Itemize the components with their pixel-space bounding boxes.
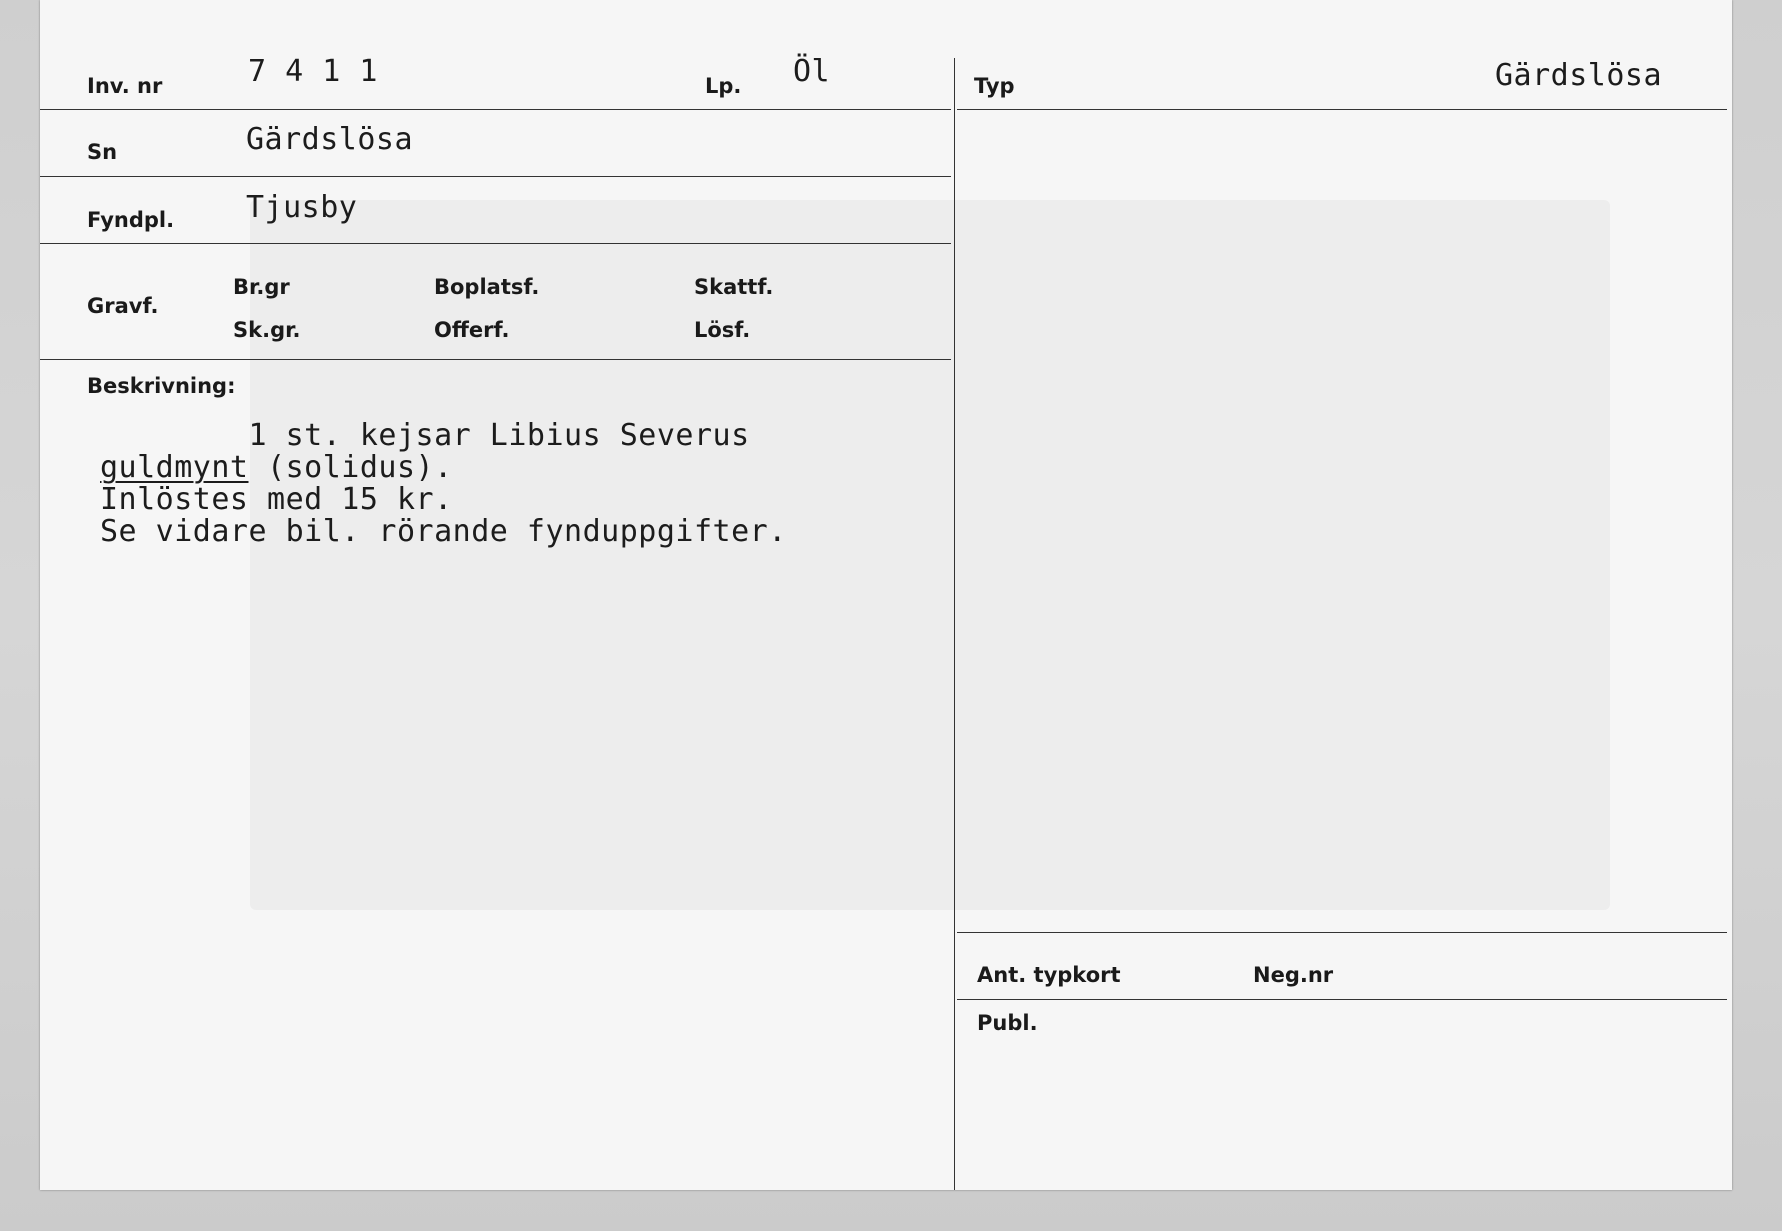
description-line-1: 1 st. kejsar Libius Severus — [100, 418, 750, 453]
sn-label: Sn — [87, 140, 118, 164]
sn-value: Gärdslösa — [246, 122, 414, 157]
gravf-option-boplatsf: Boplatsf. — [434, 275, 540, 299]
divider-row1-right — [957, 109, 1727, 110]
inv-nr-value: 7 4 1 1 — [248, 54, 378, 89]
inv-nr-label: Inv. nr — [87, 74, 163, 98]
gravf-option-br-gr: Br.gr — [233, 275, 290, 299]
underlined-word: guldmynt — [100, 450, 249, 485]
catalog-card — [40, 0, 1732, 1190]
gravf-option-losf: Lösf. — [694, 318, 751, 342]
divider-row3 — [40, 243, 951, 244]
typ-value: Gärdslösa — [1495, 58, 1663, 93]
description-line-3: Inlöstes med 15 kr. — [100, 482, 453, 517]
publ-label: Publ. — [977, 1011, 1038, 1035]
gravf-option-skattf: Skattf. — [694, 275, 774, 299]
beskrivning-label: Beskrivning: — [87, 374, 236, 398]
gravf-label: Gravf. — [87, 294, 159, 318]
divider-row4 — [40, 359, 951, 360]
typ-label: Typ — [974, 74, 1015, 98]
lp-label: Lp. — [705, 74, 742, 98]
description-line-2-rest: (solidus). — [248, 450, 453, 485]
gravf-option-offerf: Offerf. — [434, 318, 510, 342]
divider-typkort-bottom — [957, 999, 1727, 1000]
divider-typkort-top — [957, 932, 1727, 933]
column-divider — [954, 58, 955, 1190]
divider-row1-left — [40, 109, 951, 110]
fyndpl-label: Fyndpl. — [87, 208, 175, 232]
fyndpl-value: Tjusby — [246, 190, 358, 225]
divider-row2 — [40, 176, 951, 177]
neg-nr-label: Neg.nr — [1253, 963, 1334, 987]
description-line-2 — [100, 450, 453, 485]
gravf-option-sk-gr: Sk.gr. — [233, 318, 301, 342]
lp-value: Öl — [793, 54, 831, 89]
description-line-4: Se vidare bil. rörande fynduppgifter. — [100, 514, 787, 549]
ant-typkort-label: Ant. typkort — [977, 963, 1121, 987]
bleed-through-shadow — [250, 200, 1610, 910]
